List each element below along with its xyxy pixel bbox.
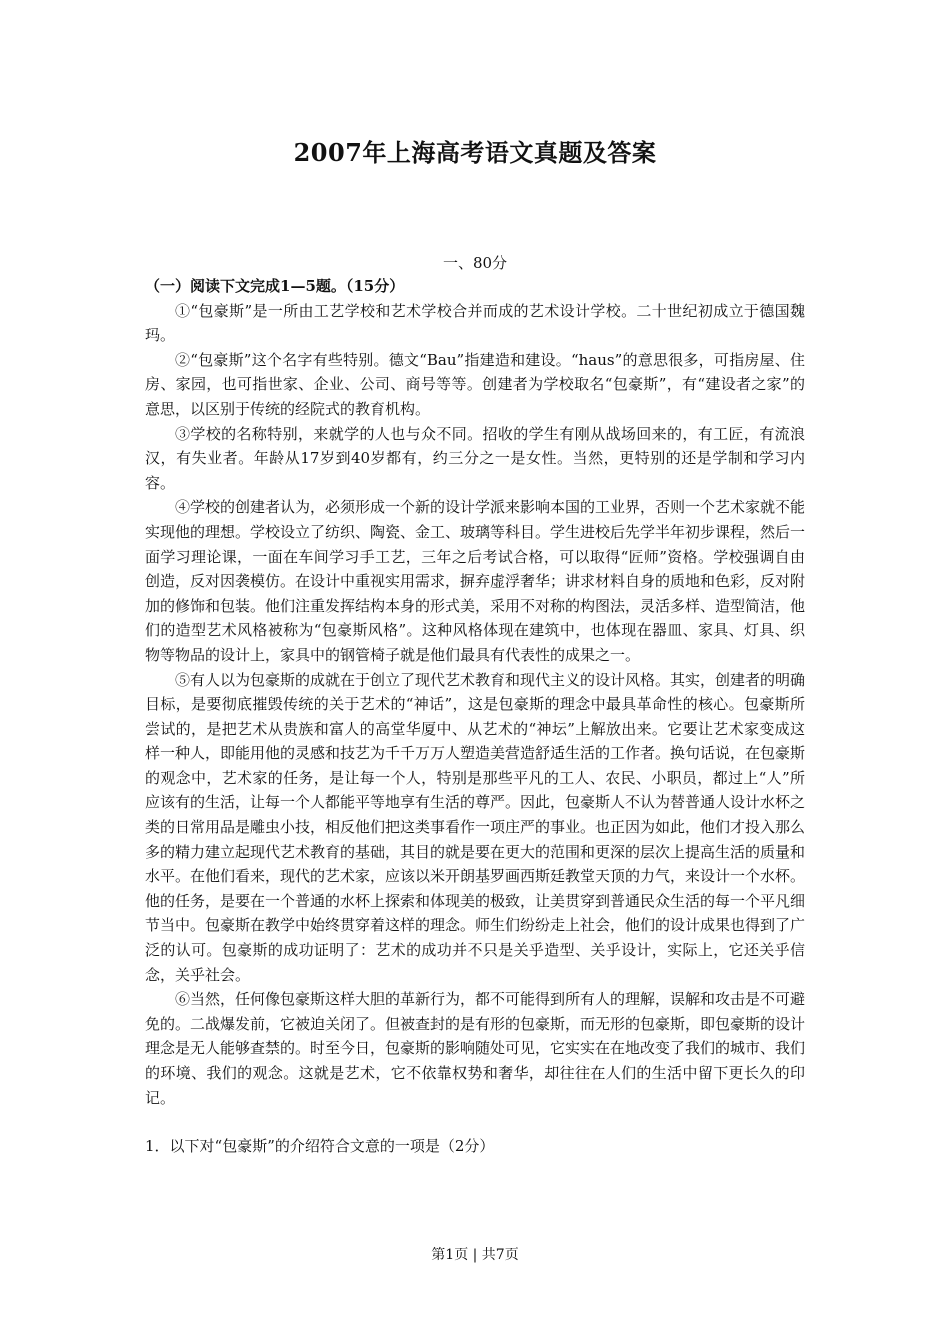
document-body [145, 274, 805, 1159]
page-footer: 第1页 | 共7页 [431, 1247, 519, 1263]
paragraph-4: ④学校的创建者认为，必须形成一个新的设计学派来影响本国的工业界，否则一个艺术家就不能实现他的理想。学校设立了纺织、陶瓷、金工、玻璃等科目。学生进校后先学半年初步课程，然后一面学习理论课，一面在车间学习手工艺，三年之后考试合格，可以取得“匠师”资格。学校强调自由创造，反对因袭模仿。在设计中重视实用需求，摒弃虚浮奢华；讲求材料自身的质地和色彩，反对附加的修饰和包装。他们注重发挥结构本身的形式美，采用不对称的构图法，灵活多样、造型简洁，他们的造型艺术风格被称为“包豪斯风格”。这种风格体现在建筑中，也体现在器皿、家具、灯具、织物等物品的设计上，家具中的钢管椅子就是他们最具有代表性的成果之一。 [145, 498, 806, 664]
section-heading: 一、80分 [442, 254, 508, 272]
subsection-heading: （一）阅读下文完成1—5题。（15分） [145, 277, 405, 295]
question-1: 1．以下对“包豪斯”的介绍符合文意的一项是（2分） [145, 1137, 495, 1156]
paragraph-6: ⑥当然，任何像包豪斯这样大胆的革新行为，都不可能得到所有人的理解，误解和攻击是不可避免的。二战爆发前，它被迫关闭了。但被查封的是有形的包豪斯，而无形的包豪斯，即包豪斯的设计理念是无人能够查禁的。时至今日，包豪斯的影响随处可见，它实实在在地改变了我们的城市、我们的环境、我们的观念。这就是艺术，它不依靠权势和奢华，却往往在人们的生活中留下更长久的印记。 [145, 990, 806, 1107]
paragraph-5: ⑤有人以为包豪斯的成就在于创立了现代艺术教育和现代主义的设计风格。其实，创建者的明确目标，是要彻底摧毁传统的关于艺术的“神话”，这是包豪斯的理念中最具革命性的核心。包豪斯所尝试的，是把艺术从贵族和富人的高堂华厦中、从艺术的“神坛”上解放出来。它要让艺术家变成这样一种人，即能用他的灵感和技艺为千千万万人塑造美营造舒适生活的工作者。换句话说，在包豪斯的观念中，艺术家的任务，是让每一个人，特别是那些平凡的工人、农民、小职员，都过上“人”所应该有的生活，让每一个人都能平等地享有生活的尊严。因此，包豪斯人不认为替普通人设计水杯之类的日常用品是雕虫小技，相反他们把这类事看作一项庄严的事业。也正因为如此，他们才投入那么多的精力建立起现代艺术教育的基础，其目的就是要在更大的范围和更深的层次上提高生活的质量和水平。在他们看来，现代的艺术家，应该以米开朗基罗画西斯廷教堂天顶的力气，来设计一个水杯。他的任务，是要在一个普通的水杯上探索和体现美的极致，让美贯穿到普通民众生活的每一个平凡细节当中。包豪斯在教学中始终贯穿着这样的理念。师生们纷纷走上社会，他们的设计成果也得到了广泛的认可。包豪斯的成功证明了：艺术的成功并不只是关乎造型、关乎设计，实际上，它还关乎信念，关乎社会。 [145, 670, 806, 984]
paragraph-1: ①“包豪斯”是一所由工艺学校和艺术学校合并而成的艺术设计学校。二十世纪初成立于德国魏玛。 [145, 301, 805, 345]
document-title: 2007年上海高考语文真题及答案 [293, 138, 657, 167]
paragraph-2: ②“包豪斯”这个名字有些特别。德文“Bau”指建造和建设。“haus”的意思很多，可指房屋、住房、家园，也可指世家、企业、公司、商号等等。创建者为学校取名“包豪斯”，有“建设者之家”的意思，以区别于传统的经院式的教育机构。 [145, 350, 805, 418]
paragraph-3: ③学校的名称特别，来就学的人也与众不同。招收的学生有刚从战场回来的，有工匠，有流浪汉，有失业者。年龄从17岁到40岁都有，约三分之一是女性。当然，更特别的还是学制和学习内容。 [145, 424, 805, 492]
